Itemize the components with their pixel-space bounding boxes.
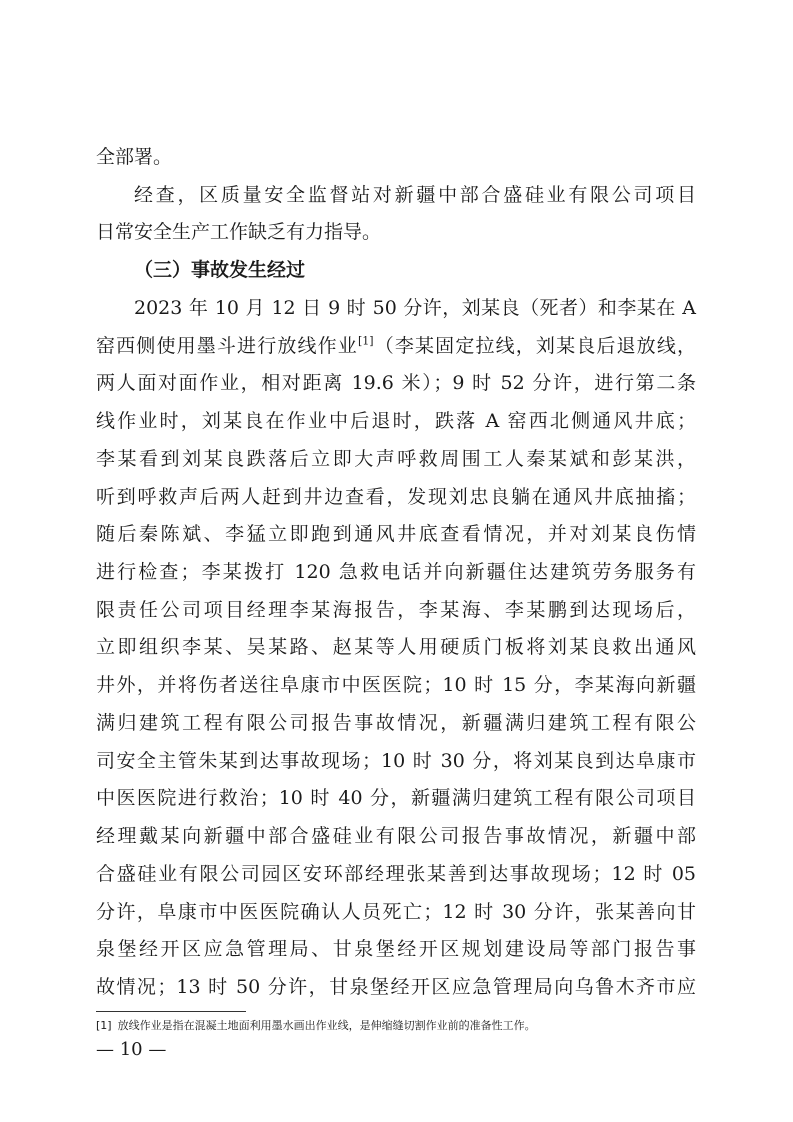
paragraph-line: 随后秦陈斌、李猛立即跑到通风井底查看情况，并对刘某良伤情 [96,523,696,545]
paragraph-line: 线作业时，刘某良在作业中后退时，跌落 A 窑西北侧通风井底； [96,410,696,432]
paragraph-line: 泉堡经开区应急管理局、甘泉堡经开区规划建设局等部门报告事 [96,938,696,960]
footnote-mark: [1] [96,1019,112,1032]
line-text: （李某固定拉线，刘某良后退放线， [373,335,696,357]
section-heading: （三）事故发生经过 [134,259,306,281]
page-number: — 10 — [96,1039,167,1060]
footnote [96,1019,696,1033]
line-text: 窑西侧使用墨斗进行放线作业 [96,335,358,357]
paragraph-line: 经查，区质量安全监督站对新疆中部合盛硅业有限公司项目 [134,184,696,206]
paragraph-line: 故情况；13 时 50 分许，甘泉堡经开区应急管理局向乌鲁木齐市应 [96,976,696,998]
paragraph-line: 井外，并将伤者送往阜康市中医医院；10 时 15 分，李某海向新疆 [96,674,696,696]
paragraph-line: 日常安全生产工作缺乏有力指导。 [96,221,382,243]
paragraph-line: 李某看到刘某良跌落后立即大声呼救周围工人秦某斌和彭某洪， [96,448,696,470]
paragraph-line [96,332,696,360]
paragraph-line: 进行检查；李某拨打 120 急救电话并向新疆住达建筑劳务服务有 [96,561,696,583]
footnote-text: 放线作业是指在混凝土地面利用墨水画出作业线，是伸缩缝切割作业前的准备性工作。 [117,1019,536,1032]
paragraph-line: 经理戴某向新疆中部合盛硅业有限公司报告事故情况，新疆中部 [96,825,696,847]
footnote-divider [96,1011,246,1012]
footnote-reference[interactable]: [1] [357,334,374,348]
paragraph-line: 2023 年 10 月 12 日 9 时 50 分许，刘某良（死者）和李某在 A [134,297,696,319]
paragraph-line: 两人面对面作业，相对距离 19.6 米）；9 时 52 分许，进行第二条 [96,372,696,394]
paragraph-line: 听到呼救声后两人赶到井边查看，发现刘忠良躺在通风井底抽搐； [96,486,696,508]
paragraph-line: 分许，阜康市中医医院确认人员死亡；12 时 30 分许，张某善向甘 [96,901,696,923]
paragraph-line: 司安全主管朱某到达事故现场；10 时 30 分，将刘某良到达阜康市 [96,750,696,772]
paragraph-line: 全部署。 [96,146,173,168]
paragraph-line: 立即组织李某、吴某路、赵某等人用硬质门板将刘某良救出通风 [96,636,696,658]
paragraph-line: 满归建筑工程有限公司报告事故情况，新疆满归建筑工程有限公 [96,712,696,734]
paragraph-line: 合盛硅业有限公司园区安环部经理张某善到达事故现场；12 时 05 [96,863,696,885]
paragraph-line: 限责任公司项目经理李某海报告，李某海、李某鹏到达现场后， [96,599,696,621]
paragraph-line: 中医医院进行救治；10 时 40 分，新疆满归建筑工程有限公司项目 [96,787,696,809]
